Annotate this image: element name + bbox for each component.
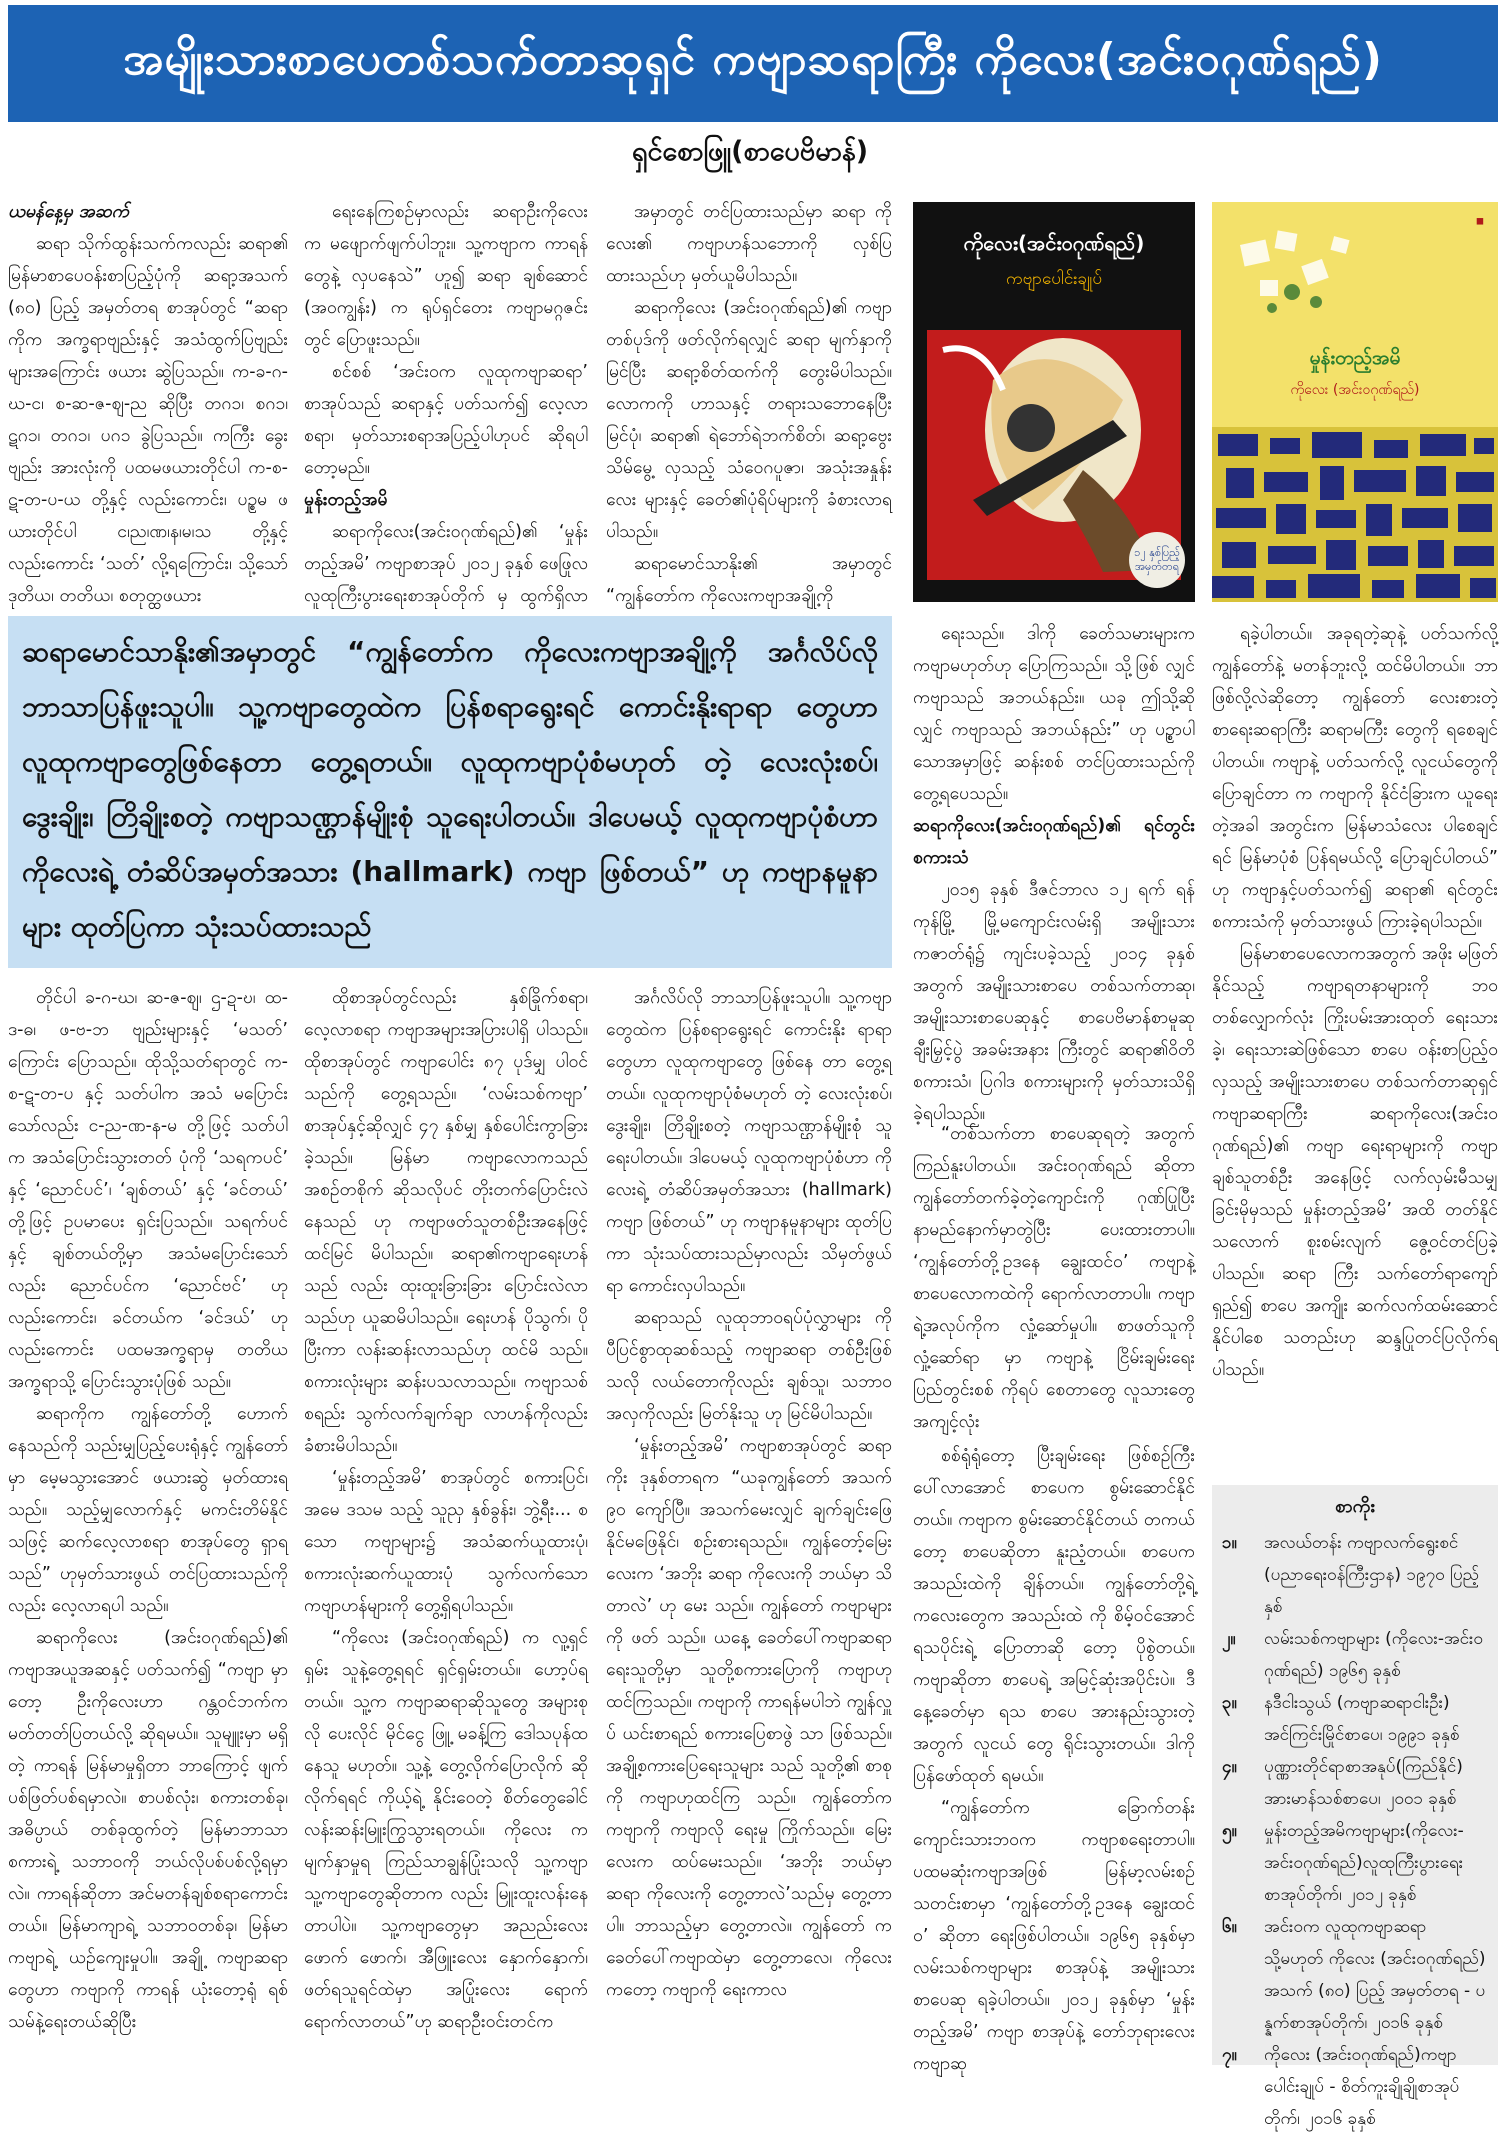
cover-pattern bbox=[1212, 202, 1498, 602]
paragraph: စင်စစ် ‘အင်းဝက လူထုကဗျာဆရာ’ စာအုပ်သည် ဆရာနှင့် ပတ်သက်၍ လေ့လာစရာ၊ မှတ်သားစရာအပြည့်ပါဟုပင် ဆိုရပါတော့မည်။ bbox=[304, 362, 588, 478]
reference-text: အလယ်တန်း ကဗျာလက်ရွေးစင် (ပညာရေးဝန်ကြီးဌာန) ၁၉၇၀ ပြည့်နှစ် bbox=[1264, 1533, 1480, 1617]
reference-number: ၃။ bbox=[1222, 1693, 1237, 1713]
reference-number: ၄။ bbox=[1222, 1757, 1237, 1777]
references-list bbox=[1222, 1527, 1488, 2135]
paragraph: ‘မှုန်းတည့်အမိ’ စာအုပ်တွင် စကားပြင်၊ အမေ ဒသမ သည့် သူညှ နှစ်ခွန်း၊ ဘွဲ့ရီး... စသော ကဗျာများ၌ အသံဆက်ယူထားပုံ၊ စကားလုံးဆက်ယူထားပုံ သွက်လက်သော ကဗျာဟန်များကို တွေ့ရှိရပါသည်။ bbox=[304, 1468, 588, 1616]
cover-author: ကိုလေး (အင်းဝဂုဏ်ရည်) bbox=[1290, 382, 1420, 398]
reference-item bbox=[1222, 1751, 1488, 1815]
reference-item bbox=[1222, 1687, 1488, 1751]
anniversary-badge: ၁၂ နှစ်ပြည့် အမှတ်တရ bbox=[1129, 532, 1185, 588]
paragraph: ဆရာကိုက ကျွန်တော်တို့ ဟောက်နေသည်ကို သည်းမျှပြည့်ပေးရုံနှင့် ကျွန်တော်မှာ မေ့မသွားအောင် ဖယားဆွဲ မှတ်ထားရသည်။ သည့်မျှလောက်နှင့် မကင်းတိမ်နိုင်သဖြင့် ဆက်လေ့လာစရာ စာအုပ်တွေ ရှာရသည်” ဟုမှတ်သားဖွယ် တင်ပြထားသည်ကိုလည်း လေ့လာရပါ သည်။ bbox=[8, 1404, 288, 1616]
column-bottom-2 bbox=[304, 982, 588, 2068]
column-bottom-3 bbox=[606, 982, 892, 2068]
reference-number: ၁။ bbox=[1222, 1533, 1237, 1553]
pull-quote: ဆရာမောင်သာနိုး၏အမှာတွင် “ကျွန်တော်က ကိုလေးကဗျာအချို့ကို အင်္ဂလိပ်လို ဘာသာပြန်ဖူးသူပါ။ သူ့ကဗျာတွေထဲက ပြန်စရာရွေးရင် ကောင်းနိုးရာရာ တွေဟာ လူထုကဗျာတွေဖြစ်နေတာ တွေ့ရတယ်။ လူထုကဗျာပုံစံမဟုတ် တဲ့ လေးလုံးစပ်၊ ဒွေးချိုး၊ တြိချိုးစတဲ့ ကဗျာသဏ္ဌာန်မျိုးစုံ သူရေးပါတယ်။ ဒါပေမယ့် လူထုကဗျာပုံစံဟာ ကိုလေးရဲ့ တံဆိပ်အမှတ်အသား (hallmark) ကဗျာ ဖြစ်တယ်” ဟု ကဗျာနမူနာများ ထုတ်ပြကာ သုံးသပ်ထားသည် bbox=[8, 616, 892, 968]
paragraph: ‘မှုန်းတည့်အမိ’ ကဗျာစာအုပ်တွင် ဆရာကိုး ဒုနှစ်တာရက “ယခုကျွန်တော် အသက် ၉၀ ကျော်ပြီ။ အသက်မေးလျှင် ချက်ချင်းဖြေနိုင်မဖြေနိုင်၊ စဉ်းစားရသည်။ ကျွန်တော့်မြေးလေးက ‘အဘိုး ဆရာ ကိုလေးကို ဘယ်မှာ သိတာလဲ’ ဟု မေး သည်။ ကျွန်တော် ကဗျာများကို ဖတ် သည်။ ယနေ့ ခေတ်ပေါ်ကဗျာဆရာ ရေးသူတို့မှာ သူတို့စကားပြောကို ကဗျာဟု ထင်ကြသည်။ ကဗျာကို ကာရန်မပါဘဲ ကျွန်လှူပ် ယင်းစာရည် စကားပြေစာဖွဲ သာ ဖြစ်သည်။ အချို့စကားပြေရေးသူများ သည် သူတို့၏ စာစုကို ကဗျာဟုထင်ကြ သည်။ ကျွန်တော်က ကဗျာကို ကဗျာလို ရေးမှု ကြိုက်သည်။ မြေးလေးက ထပ်မေးသည်။ ‘အဘိုး ဘယ်မှာ ဆရာ ကိုလေးကို တွေ့တာလဲ’သည်မှ တွေ့တာ ပါ။ ဘာသည့်မှာ တွေ့တာလဲ။ ကျွန်တော် က ခေတ်ပေါ်ကဗျာထဲမှာ တွေ့တာလေ၊ ကိုလေးကတော့ ကဗျာကို ရေးကာလ bbox=[606, 1436, 892, 2000]
paragraph: “တစ်သက်တာ စာပေဆုရတဲ့ အတွက် ကြည်နူးပါတယ်။ အင်းဝဂုဏ်ရည် ဆိုတာ ကျွန်တော်တက်ခဲ့တဲ့ကျောင်းကို ဂုဏ်ပြုပြီး နာမည်နောက်မှာတွဲပြီး ပေးထားတာပါ။ ‘ကျွန်တော်တို့ဥဒနေ ချွေးထင်ဝ’ ကဗျာနဲ့ စာပေလောကထဲကို ရောက်လာတာပါ။ ကဗျာရဲ့အလုပ်ကိုက လှုံ့ဆော်မှုပါ။ စာဖတ်သူကို လှုံ့ဆော်ရာ မှာ ကဗျာနဲ့ ငြိမ်းချမ်းရေး ပြည်တွင်းစစ် ကိုရပ် စေတာတွေ လူသားတွေ အကျင့်လုံး bbox=[913, 1124, 1195, 1432]
paragraph: ၂၀၁၅ ခုနှစ် ဒီဇင်ဘာလ ၁၂ ရက် ရန်ကုန်မြို့ မြို့မကျောင်းလမ်းရှိ အမျိုးသားကဇာတ်ရုံ၌ ကျင်းပခဲ့သည့် ၂၀၁၄ ခုနှစ်အတွက် အမျိုးသားစာပေ တစ်သက်တာဆု၊ အမျိုးသားစာပေဆုနှင့် စာပေဗိမာန်စာမူဆုချီးမြှင့်ပွဲ အခမ်းအနား ကြီးတွင် ဆရာ၏ဝိတိစကားသံ၊ ပြဂါဒ စကားများကို မှတ်သားသိရှိခဲ့ရပါသည်။ bbox=[913, 880, 1195, 1124]
paragraph: ဆရာ သိုက်ထွန်းသက်ကလည်း ဆရာ၏ မြန်မာစာပေဝန်းစာပြည့်ပုံကို ဆရာ့အသက် (၈၀) ပြည့် အမှတ်တရ စာအုပ်တွင် “ဆရာကိုက အက္ခရာဗျည်းနှင့် အသံထွက်ပြဗျည်းများအကြောင်း ဖယား ဆွဲပြသည်။ က-ခ-ဂ-ဃ-င၊ စ-ဆ-ဇ-ဈ-ည ဆိုပြီး တဂ၁၊ စဂ၁၊ ဋဂ၁၊ တဂ၁၊ ပဂ၁ ခွဲပြသည်။ ကကြီး ခွေး ဗျည်း အားလုံးကို ပထမဖယားတိုင်ပါ က-စ-ဋ-တ-ပ-ယ တို့နှင့် လည်းကောင်း၊ ပဉ္စမ ဖယားတိုင်ပါ င၊ည၊ဏ၊န၊မ၊သ တို့နှင့် လည်းကောင်း ‘သတ်’ လို့ရကြောင်း၊ သို့သော် ဒုတိယ၊ တတိယ၊ စတုတ္ထဖယား bbox=[8, 234, 288, 606]
paragraph: ဆရာကိုလေး (အင်းဝဂုဏ်ရည်)၏ ကဗျာတစ်ပုဒ်ကို ဖတ်လိုက်ရလျှင် ဆရာ မျက်နှာကိုမြင်ပြီး ဆရာ့စိတ်ထက်ကို တွေးမိပါသည်။ လောကကို ဟာသနှင့် တရားသဘောနေပြီး မြင်ပုံ၊ ဆရာ၏ ရဲဘော်ရဲဘက်စိတ်၊ ဆရာ့ဗွေး သိမ်မွေ့ လှသည့် သံဝေဂပူဇာ၊ အသုံးအနှုန်းလေး များနှင့် ခေတ်၏ပုံရိပ်များကို ခံစားလာရ ပါသည်။ bbox=[606, 298, 892, 542]
reference-number: ၇။ bbox=[1222, 2045, 1237, 2065]
paragraph: ဆရာမောင်သာနိုး၏ အမှာတွင် “ကျွန်တော်က ကိုလေးကဗျာအချို့ကို bbox=[606, 554, 892, 606]
book-cover-collected-poems bbox=[913, 202, 1195, 602]
reference-item bbox=[1222, 1911, 1488, 2039]
reference-number: ၆။ bbox=[1222, 1917, 1237, 1937]
reference-item bbox=[1222, 1527, 1488, 1623]
paragraph: “ကိုလေး (အင်းဝဂုဏ်ရည်) က လူ့ရှင်ရှမ်း သူနဲ့တွေ့ရရင် ရှင်ရှမ်းတယ်။ ဟော့ပ်ရတယ်။ သူ့က ကဗျာဆရာဆိုသူတွေ အများစုလို ပေးလိုင် မိုင်ငွေ ဖြူ့ မခန့်ကြ ဒေါသပုန်ထနေသူ မဟုတ်။ သူ့နဲ့ တွေ့လိုက်ပြောလိုက် ဆိုလိုက်ရရင် ကိုယ့်ရဲ့ နိုင်းဝေတဲ့ စိတ်တွေခေါင် လန်းဆန်းမြူးကြွသွားရတယ်။ ကိုလေး က မျက်နှာမှုရ ကြည်သာချွန်ပြုံးသလို သူ့ကဗျာ သူ့ကဗျာတွေဆိုတာက လည်း မြူးထူးလန်းနေတာပါပဲ။ သူ့ကဗျာတွေမှာ အညည်းလေး ဖောက် ဖောက်၊ အီဖြူးလေး နှောက်နှောက်၊ ဖတ်ရသူရင်ထဲမှာ အပြုံးလေး ရောက် ရောက်လာတယ်”ဟု ဆရာဦးဝင်းတင်က bbox=[304, 1628, 588, 2032]
section-heading: မှုန်းတည့်အမိ bbox=[304, 490, 388, 510]
column-top-right bbox=[606, 196, 892, 611]
section-heading: ဆရာကိုလေး(အင်းဝဂုဏ်ရည်)၏ ရင်တွင်းစကားသံ bbox=[913, 816, 1195, 868]
paragraph: မြန်မာစာပေလောကအတွက် အဖိုး မဖြတ်နိုင်သည့် ကဗျာရတနာများကို ဘဝ တစ်လျှောက်လုံး ကြိုးပမ်းအားထုတ် ရေးသားခဲ့၊ ရေးသားဆဲဖြစ်သော စာပေ ဝန်းစာပြည့်ဝလှသည့် အမျိုးသားစာပေ တစ်သက်တာဆုရှင် ကဗျာဆရာကြီး ဆရာကိုလေး(အင်းဝဂုဏ်ရည်)၏ ကဗျာ ရေးရာများကို ကဗျာချစ်သူတစ်ဦး အနေဖြင့် လက်လှမ်းမီသမျှ ခြင်းမိုမှသည် မှုန်းတည့်အမိ’ အထိ တတ်နိုင်သလောက် စူးစမ်းလျက် ဇွေ့ဝင်တင်ပြခဲ့ပါသည်။ ဆရာ ကြီး သက်တော်ရာကျော်ရှည်၍ စာပေ အကျိုး ဆက်လက်ထမ်းဆောင်နိုင်ပါစေ သတည်းဟု ဆန္ဒပြုတင်ပြလိုက်ရပါသည်။ bbox=[1212, 944, 1498, 1380]
paragraph: ရခဲ့ပါတယ်။ အခုရတဲ့ဆုနဲ့ ပတ်သက်လို့ ကျွန်တော်နဲ့ မတန်ဘူးလို့ ထင်မိပါတယ်။ ဘာဖြစ်လို့လဲဆိုတော့ ကျွန်တော် လေးစားတဲ့ စာရေးဆရာကြီး ဆရာမကြီး တွေကို ရစေချင်ပါတယ်။ ကဗျာနဲ့ ပတ်သက်လို့ လူငယ်တွေကို ပြောချင်တာ က ကဗျာကို နိုင်ငံခြားက ယူရေးတဲ့အခါ အတွင်းက မြန်မာသံလေး ပါစေချင်ရင် မြန်မာပုံစံ ပြန်ရမယ်လို့ ပြောချင်ပါတယ်” ဟု ကဗျာနှင့်ပတ်သက်၍ ဆရာ၏ ရင်တွင်းစကားသံကို မှတ်သားဖွယ် ကြားခဲ့ရပါသည်။ bbox=[1212, 624, 1498, 932]
paragraph: တိုင်ပါ ခ-ဂ-ဃ၊ ဆ-ဇ-ဈ၊ ဌ-ဍ-ဎ၊ ထ-ဒ-ဓ၊ ဖ-ဗ-ဘ ဗျည်းများနှင့် ‘မသတ်’ ကြောင်း ပြောသည်။ ထိုသို့သတ်ရာတွင် က-စ-ဋ-တ-ပ နှင့် သတ်ပါက အသံ မပြောင်းသော်လည်း င-ည-ဏ-န-မ တို့ဖြင့် သတ်ပါက အသံပြောင်းသွားတတ် ပုံကို ‘သရကပင်’ နှင့် ‘ညောင်ပင်’၊ ‘ချစ်တယ်’ နှင့် ‘ခင်တယ်’ တို့ဖြင့် ဥပမာပေး ရှင်းပြသည်။ သရက်ပင်နှင့် ချစ်တယ်တို့မှာ အသံမပြောင်းသော် လည်း ညောင်ပင်က ‘ညောင်ဗင်’ ဟု လည်းကောင်း၊ ခင်တယ်က ‘ခင်ဒယ်’ ဟုလည်းကောင်း ပထမအက္ခရာမှ တတိယအက္ခရာသို့ ပြောင်းသွားပုံဖြစ် သည်။ bbox=[8, 988, 288, 1392]
publisher-mark: ◼ bbox=[1475, 216, 1484, 227]
column-mid-d bbox=[1212, 618, 1498, 1476]
cover-subtitle: ကဗျာပေါင်းချုပ် bbox=[1005, 269, 1103, 289]
reference-item bbox=[1222, 2039, 1488, 2135]
reference-text: လမ်းသစ်ကဗျာများ (ကိုလေး-အင်းဝဂုဏ်ရည်) ၁၉၆၅ ခုနှစ် bbox=[1264, 1629, 1483, 1681]
byline: ရှင်စောဖြူ(စာပေဗိမာန်) bbox=[631, 136, 869, 167]
references-heading: စာကိုး bbox=[1335, 1496, 1375, 1517]
reference-number: ၅။ bbox=[1222, 1821, 1237, 1841]
paragraph: ထိုစာအုပ်တွင်လည်း နှစ်ခြိုက်စရာ၊ လေ့လာစရာ ကဗျာအများအပြားပါရှိ ပါသည်။ ထိုစာအုပ်တွင် ကဗျာပေါင်း ၈၇ ပုဒ်မျှ ပါဝင်သည်ကို တွေ့ရသည်။ ‘လမ်းသစ်ကဗျာ’ စာအုပ်နှင့်ဆိုလျှင် ၄၇ နှစ်မျှ နှစ်ပေါင်းကွာခြားခဲ့သည်။ မြန်မာ ကဗျာလောကသည် အစဉ်တစိုက် ဆိုသလိုပင် တိုးတက်ပြောင်းလဲနေသည် ဟု ကဗျာဖတ်သူတစ်ဦးအနေဖြင့် ထင်မြင် မိပါသည်။ ဆရာ၏ကဗျာရေးဟန်သည် လည်း ထုးထူးခြားခြား ပြောင်းလဲလာ သည်ဟု ယူဆမိပါသည်။ ရေးဟန် ပိုသွက်၊ ပိုပြီးကာ လန်းဆန်းလာသည်ဟု ထင်မိ သည်။ စကားလုံးများ ဆန်းပသလာသည်။ ကဗျာသစ်စရည်း သွက်လက်ချက်ချာ လာဟန်ကိုလည်း ခံစားမိပါသည်။ bbox=[304, 988, 588, 1456]
paragraph: ရေးနေကြစဉ်မှာလည်း ဆရာဦးကိုလေး က မဖျောက်ဖျက်ပါဘူး။ သူ့ကဗျာက ကာရန်တွေနဲ့ လှပနေသဲ” ဟူ၍ ဆရာ ချစ်ဆောင် (အဝကျွန်း) က ရုပ်ရှင်တေး ကဗျာမဂ္ဂဇင်းတွင် ပြောဖူးသည်။ bbox=[304, 202, 588, 350]
reference-item bbox=[1222, 1623, 1488, 1687]
column-top-middle bbox=[304, 196, 588, 611]
column-bottom-1 bbox=[8, 982, 288, 2068]
reference-text: နဒီငါးသွယ် (ကဗျာဆရာငါးဦး) အင်ကြင်းမြိုင်စာပေ၊ ၁၉၉၁ ခုနှစ် bbox=[1264, 1693, 1460, 1745]
paragraph: အမှာတွင် တင်ပြထားသည်မှာ ဆရာ ကိုလေး၏ ကဗျာဟန်သဘောကို လှစ်ပြ ထားသည်ဟု မှတ်ယူမိပါသည်။ bbox=[606, 202, 892, 286]
section-heading: ယမန်နေ့မှ အဆက် bbox=[8, 202, 129, 222]
column-bottom-4b bbox=[913, 1440, 1195, 2074]
column-mid-c bbox=[913, 618, 1195, 1124]
reference-text: ကိုလေး (အင်းဝဂုဏ်ရည်)ကဗျာ ပေါင်းချုပ် - စိတ်ကူးချိုချိုစာအုပ် တိုက်၊ ၂၀၁၆ ခုနှစ် bbox=[1264, 2045, 1460, 2129]
column-bottom-4a bbox=[913, 1118, 1195, 1438]
paragraph: စစ်ရုံရုံတော့ ပြီးချမ်းရေး ဖြစ်စဉ်ကြီး ပေါ်လာအောင် စာပေက စွမ်းဆောင်နိုင် တယ်။ ကဗျာက စွမ်းဆောင်နိုင်တယ် တကယ်တော့ စာပေဆိုတာ နူးညံ့တယ်။ စာပေက အသည်းထဲကို ချိန်တယ်။ ကျွန်တော်တို့ရဲ့ ကလေးတွေက အသည်းထဲ ကို စိမ့်ဝင်အောင် ရသပိုင်းရဲ့ ပြောတာဆို တော့ ပိုစွဲတယ်။ ကဗျာဆိုတာ စာပေရဲ့ အမြင့်ဆုံးအပိုင်းပဲ။ ဒီနေ့ခေတ်မှာ ရသ စာပေ အားနည်းသွားတဲ့အတွက် လူငယ် တွေ ရိုင်းသွားတယ်။ ဒါကို ပြန်ဖော်ထုတ် ရမယ်။ bbox=[913, 1446, 1195, 1786]
cover-title: ကိုလေး(အင်းဝဂုဏ်ရည်) bbox=[963, 231, 1145, 255]
reference-item bbox=[1222, 1815, 1488, 1911]
column-top-left bbox=[8, 196, 288, 611]
paragraph: “ကျွန်တော်က ခြောက်တန်း ကျောင်းသားဘဝက ကဗျာစရေးတာပါ။ ပထမဆုံးကဗျာအဖြစ် မြန်မာ့လမ်းစဉ် သတင်းစာမှာ ‘ကျွန်တော်တို့ဥဒနေ ချွေးထင်ဝ’ ဆိုတာ ရေးဖြစ်ပါတယ်။ ၁၉၆၅ ခုနှစ်မှာ လမ်းသစ်ကဗျာများ စာအုပ်နဲ့ အမျိုးသားစာပေဆု ရခဲ့ပါတယ်။ ၂၀၁၂ ခုနှစ်မှာ ‘မှုန်းတည့်အမိ’ ကဗျာ စာအုပ်နဲ့ တော်ဘုရားလေးကဗျာဆု bbox=[913, 1798, 1195, 2074]
reference-text: ပုဏ္ဏားတိုင်ရာစာအနုပ်(ကြည်နိုင်) အားမာန်သစ်စာပေ၊ ၂၀၀၁ ခုနှစ် bbox=[1264, 1757, 1463, 1809]
reference-text: မှုန်းတည့်အမိကဗျာများ(ကိုလေး-အင်းဝဂုဏ်ရည်)လူထုကြီးပွားရေး စာအုပ်တိုက်၊ ၂၀၁၂ ခုနှစ် bbox=[1264, 1821, 1464, 1905]
article-title: အမျိုးသားစာပေတစ်သက်တာဆုရှင် ကဗျာဆရာကြီး ကိုလေး(အင်းဝဂုဏ်ရည်) bbox=[123, 33, 1383, 85]
cover-title: မှုန်းတည့်အမိ bbox=[1309, 347, 1401, 369]
references-box bbox=[1212, 1485, 1498, 2129]
paragraph: အင်္ဂလိပ်လို ဘာသာပြန်ဖူးသူပါ။ သူ့ကဗျာ တွေထဲက ပြန်စရာရွေးရင် ကောင်းနိုး ရာရာတွေဟာ လူထုကဗျာတွေ ဖြစ်နေ တာ တွေ့ရတယ်။ လူထုကဗျာပုံစံမဟုတ် တဲ့ လေးလုံးစပ်၊ ဒွေးချိုး၊ တြိချိုးစတဲ့ ကဗျာသဏ္ဌာန်မျိုးစုံ သူရေးပါတယ်။ ဒါပေမယ့် လူထုကဗျာပုံစံဟာ ကိုလေးရဲ့ တံဆိပ်အမှတ်အသား (hallmark) ကဗျာ ဖြစ်တယ်” ဟု ကဗျာနမူနာများ ထုတ်ပြ ကာ သုံးသပ်ထားသည်မှာလည်း သိမှတ်ဖွယ် ရာ ကောင်းလှပါသည်။ bbox=[606, 988, 893, 1296]
paragraph: ဆရာကိုလေး(အင်းဝဂုဏ်ရည်)၏ ‘မှုန်းတည့်အမိ’ ကဗျာစာအုပ် ၂၀၁၂ ခုနှစ် ဖေဖြုလ လူထုကြီးပွားရေးစာအုပ်တိုက် မှ ထွက်ရှိလာ bbox=[304, 522, 588, 606]
paragraph: ဆရာကိုလေး (အင်းဝဂုဏ်ရည်)၏ ကဗျာအယူအဆနှင့် ပတ်သက်၍ “ကဗျာ မှာတော့ ဦးကိုလေးဟာ ဂန္တဝင်ဘက်က မတ်တတ်ပြတယ်လို့ ဆိုရမယ်။ သူမျူးမှာ မရှိတဲ့ ကာရန် မြန်မာမှုရှိတာ ဘာကြောင့် ဖျက်ပစ်ဖြတ်ပစ်ရမှာလဲ။ စာပစ်လုံး၊ စကားတစ်ခု၊ အဓိပ္ပာယ် တစ်ခုထွက်တဲ့ မြန်မာဘာသာစကားရဲ့ သဘာဝကို ဘယ်လိုပစ်ပစ်လို့ရမှာလဲ။ ကာရန်ဆိုတာ အင်မတန်ချစ်စရာကောင်း တယ်။ မြန်မာကျာရဲ့ သဘာဝတစ်ခု၊ မြန်မာကဗျာရဲ့ ယဉ်ကျေးမှုပါ။ အချို့ ကဗျာဆရာတွေဟာ ကဗျာကို ကာရန် ယုံးတော့ရုံ ရစ်သမ်နဲ့ရေးတယ်ဆိုပြီး bbox=[8, 1628, 288, 2032]
title-banner bbox=[8, 5, 1498, 122]
book-cover-hmone-tae-ami bbox=[1212, 202, 1498, 602]
reference-number: ၂။ bbox=[1222, 1629, 1236, 1649]
reference-text: အင်းဝက လူထုကဗျာဆရာ သို့မဟုတ် ကိုလေး (အင်းဝဂုဏ်ရည်) အသက် (၈၀) ပြည့် အမှတ်တရ - ပန္နက်စာအုပ်တိုက်၊ ၂၀၁၆ ခုနှစ် bbox=[1264, 1917, 1486, 2033]
paragraph: ရေးသည်။ ဒါကို ခေတ်သမားများက ကဗျာမဟုတ်ဟု ပြောကြသည်။ သို့ဖြစ် လျှင် ကဗျာသည် အဘယ်နည်း။ ယခု ဤသို့ဆိုလျှင် ကဗျာသည် အဘယ်နည်း” ဟု ပဉ္စာပါသောအမှာဖြင့် ဆန်းစစ် တင်ပြထားသည်ကို တွေ့ရပေသည်။ bbox=[913, 624, 1195, 804]
paragraph: ဆရာသည် လူထုဘာဝရပ်ပုံလွှာများ ကို ပီပြင်စွာထုဆစ်သည့် ကဗျာဆရာ တစ်ဦးဖြစ်သလို လယ်တောကိုလည်း ချစ်သူ၊ သဘာဝအလှကိုလည်း မြတ်နိုးသူ ဟု မြင်မိပါသည်။ bbox=[606, 1308, 892, 1424]
